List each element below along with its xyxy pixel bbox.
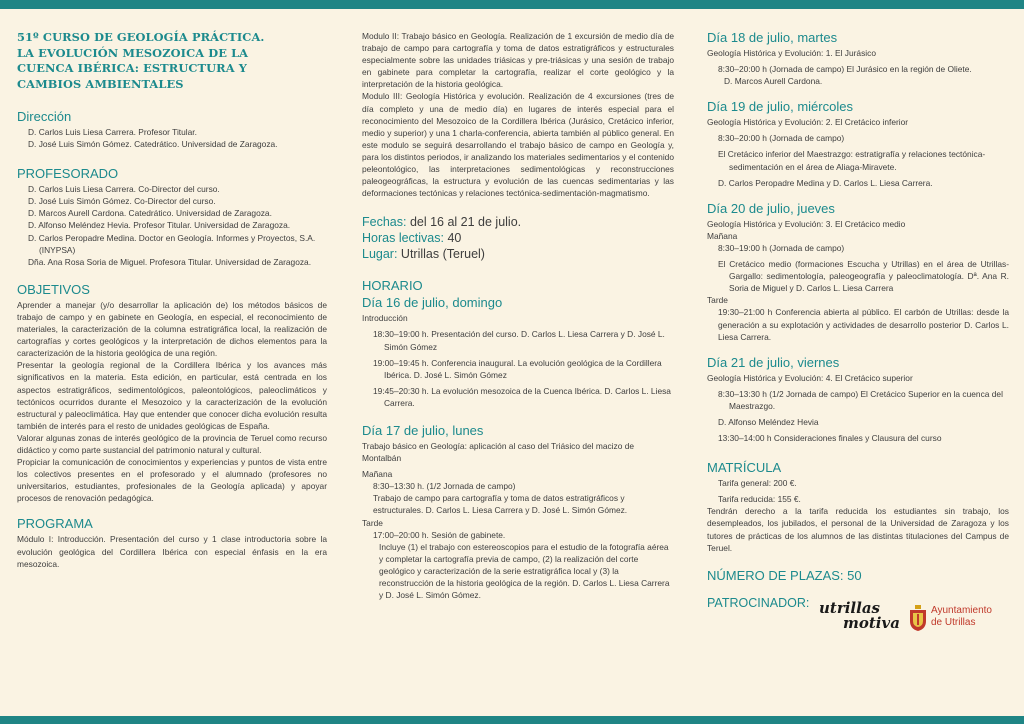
- day20-manana: Mañana: [707, 230, 738, 241]
- programa-heading: PROGRAMA: [17, 516, 93, 532]
- profesorado-item: Dña. Ana Rosa Soria de Miguel. Profesora Titular. Universidad de Zaragoza.: [28, 256, 312, 267]
- ayuntamiento-logo-text: [931, 605, 992, 629]
- fechas-label: Fechas:: [362, 215, 407, 230]
- day20-title: Día 20 de julio, jueves: [707, 200, 835, 216]
- day16-title: Día 16 de julio, domingo: [362, 295, 503, 311]
- day17-tarde: Tarde: [362, 517, 383, 528]
- direccion-item: D. José Luis Simón Gómez. Catedrático. Universidad de Zaragoza.: [28, 139, 278, 150]
- title-line: CUENCA IBÉRICA: ESTRUCTURA Y: [17, 61, 247, 75]
- day17-morning-desc: Trabajo de campo para cartografía y toma de datos estratigráficos y estructurales. D. Carlos L. Liesa Carrera y D. José L. Simón Gómez.: [373, 493, 628, 516]
- fechas-value: del 16 al 21 de julio.: [406, 215, 522, 230]
- day16-item: 19:00–19:45 h. Conferencia inaugural. La evolución geológica de la Cordillera Ibérica. D. José L. Simón Gómez: [373, 357, 662, 380]
- objetivos-paragraph: Presentar la geología regional de la Cordillera Ibérica y los avances más significativos en la materia. Esta edición, en particular, está centrada en los aspectos estratigráficos, sedimentológicos, paleontológicos, paleoclimáticos y tectónicos ocurridos durante el Mesozoico y la caracterización de la evolución estructural y paleoclimática. Hay que entender que conocer dicha evolución resulta también de interés para el resto de unidades geológicas de España.: [17, 360, 327, 431]
- day21-line: 13:30–14:00 h Consideraciones finales y Clausura del curso: [718, 433, 942, 444]
- logo-line: utrillas: [819, 598, 880, 617]
- coat-of-arms-icon: [908, 605, 928, 631]
- day21-subtitle: Geología Histórica y Evolución: 4. El Cretácico superior: [707, 372, 913, 383]
- day21-line: D. Alfonso Meléndez Hevia: [718, 416, 819, 427]
- day16-item: 19:45–20:30 h. La evolución mesozoica de la Cuenca Ibérica. D. Carlos L. Liesa Carrera.: [373, 385, 671, 408]
- profesorado-item: D. Marcos Aurell Cardona. Catedrático. Universidad de Zaragoza.: [28, 208, 272, 219]
- day16-intro: Introducción: [362, 313, 408, 324]
- horas-value: 40: [443, 231, 462, 246]
- ayto-line: Ayuntamiento: [931, 604, 992, 616]
- tarifa-general: Tarifa general: 200 €.: [718, 478, 797, 489]
- objetivos-paragraph: Aprender a manejar (y/o desarrollar la aplicación de) los métodos básicos de trabajo de campo y en gabinete en Geología, en especial, el reconocimiento de materiales, la caracterización de la columna estratigráfica local, la realización de cartografías y cortes geológicos y la interpretación de dichos elementos para la caracterización de la historia geológica de una región.: [17, 299, 327, 359]
- day19-subtitle: Geología Histórica y Evolución: 2. El Cretácico inferior: [707, 117, 909, 128]
- day17-manana: Mañana: [362, 469, 393, 480]
- day18-line: D. Marcos Aurell Cardona.: [724, 76, 823, 87]
- day17-intro: Trabajo básico en Geología: aplicación al caso del Triásico del macizo de Montalbán: [362, 440, 635, 464]
- profesorado-item: D. José Luis Simón Gómez. Co-Director del curso.: [28, 196, 216, 207]
- direccion-item: D. Carlos Luis Liesa Carrera. Profesor Titular.: [28, 127, 197, 137]
- day17-afternoon-desc: Incluye (1) el trabajo con estereoscopios para el estudio de la fotografía aérea y completar la cartografía previa de campo, (2) la realización del corte geológico y caracterización de la serie estratigráfica local y (3) la reconstrucción de la historia geológica de la región. D. Carlos L. Liesa Carrera y D. José L. Simón Gómez.: [379, 541, 670, 601]
- objetivos-heading: OBJETIVOS: [17, 281, 90, 297]
- day18-subtitle: Geología Histórica y Evolución: 1. El Jurásico: [707, 48, 876, 58]
- day17-afternoon-time: 17:00–20:00 h. Sesión de gabinete.: [373, 529, 506, 540]
- matricula-note: Tendrán derecho a la tarifa reducida los estudiantes sin trabajo, los desempleados, los jubilados, el personal de la Universidad de Zaragoza y los tutores de prácticas de los alumnos de las distintas titulaciones del Campus de Teruel.: [707, 506, 1009, 553]
- day20-line: 19:30–21:00 h Conferencia abierta al público. El carbón de Utrillas: desde la generación a su explotación y actividades de desarrollo posterior D. Carlos L. Liesa Carrera.: [718, 307, 1009, 342]
- programa-module-3: Modulo III: Geología Histórica y evolución. Realización de 4 excursiones (tres de día completo y una de medio día) en lugares de interés especial para el reconocimiento del Mesozoico de la Cordillera Ibérica (Jurásico, Cretácico inferior, medio y superior) y una 1 charla-conferencia, abierta también al público general. En este modulo se seguirá desarrollando el trabajo básico de campo en Geología y, para los distintos periodos, ir analizando los materiales sedimentarios y el contenido peleontológico, las interpretaciones sedimentológicas y reconstrucciones paleogeográficas, la estructura y evolución de las cuencas sedimentarias y las deformaciones tectónicas y relaciones tectónica-sedimentación-magmatismo.: [362, 91, 674, 199]
- day18-line: 8:30–20:00 h (Jornada de campo) El Jurásico en la región de Oliete.: [718, 64, 972, 75]
- top-color-bar: [0, 0, 1024, 9]
- day20-line: El Cretácico medio (formaciones Escucha y Utrillas) en el área de Utrillas-Gargallo: sedimentología, paleogeografía y paleoclimatología. Dª. Ana R. Soria de Miguel y D. Carlos L. Liesa Carrera: [718, 259, 1009, 294]
- day17-title: Día 17 de julio, lunes: [362, 422, 484, 438]
- profesorado-item: D. Carlos Luis Liesa Carrera. Co-Director del curso.: [28, 184, 220, 195]
- programa-module-1: Módulo I: Introducción. Presentación del curso y 1 clase introductoria sobre la evolución geológica del Cordillera Ibérica con especial énfasis en la era mesozoica.: [17, 534, 327, 569]
- day19-line: D. Carlos Peropadre Medina y D. Carlos L. Liesa Carrera.: [718, 177, 933, 188]
- horas-line: [362, 231, 674, 245]
- matricula-heading: MATRÍCULA: [707, 460, 782, 476]
- day20-subtitle: Geología Histórica y Evolución: 3. El Cretácico medio: [707, 218, 906, 229]
- day19-line: El Cretácico inferior del Maestrazgo: estratigrafía y relaciones tectónica-sedimentación en el área de Aliaga-Miravete.: [718, 149, 986, 172]
- objetivos-paragraph: Valorar algunas zonas de interés geológico de la provincia de Teruel como recurso didáctico y como parte sustancial del patrimonio natural y cultural.: [17, 432, 327, 455]
- patrocinador-label: PATROCINADOR:: [707, 595, 810, 610]
- tarifa-reducida: Tarifa reducida: 155 €.: [718, 494, 801, 505]
- bottom-color-bar: [0, 716, 1024, 724]
- day19-title: Día 19 de julio, miércoles: [707, 99, 853, 115]
- horario-heading: HORARIO: [362, 278, 423, 294]
- fechas-line: [362, 215, 674, 229]
- day19-line: 8:30–20:00 h (Jornada de campo): [718, 133, 845, 144]
- ayto-line: de Utrillas: [931, 616, 976, 628]
- day21-title: Día 21 de julio, viernes: [707, 354, 840, 370]
- plazas-heading: NÚMERO DE PLAZAS: 50: [707, 567, 862, 583]
- day20-tarde: Tarde: [707, 295, 728, 306]
- programa-module-2: Modulo II: Trabajo básico en Geología. Realización de 1 excursión de medio día de trabajo de campo para cartografía y toma de datos estratigráficos y estructurales especialmente sobre las unidades triásicas y pre-triásicas y una sesión de trabajo en gabinete para completar la cartografía, realizar el corte geológico y la interpretación de la historia geológica.: [362, 31, 674, 90]
- utrillas-motiva-logo: [819, 598, 900, 632]
- logo-line: motiva: [843, 613, 900, 632]
- day17-morning-time: 8:30–13:30 h. (1/2 Jornada de campo): [373, 481, 516, 492]
- column-middle: [362, 30, 674, 601]
- title-line: CAMBIOS AMBIENTALES: [17, 76, 184, 91]
- course-title: [17, 30, 327, 92]
- day21-line: 8:30–13:30 h (1/2 Jornada de campo) El Cretácico Superior en la cuenca del Maestrazgo.: [718, 388, 1003, 411]
- sponsor-block: [707, 593, 1009, 641]
- title-line: LA EVOLUCIÓN MESOZOICA DE LA: [17, 45, 249, 60]
- day20-line: 8:30–19:00 h (Jornada de campo): [718, 242, 845, 253]
- day18-title: Día 18 de julio, martes: [707, 30, 838, 45]
- lugar-label: Lugar:: [362, 247, 398, 262]
- profesorado-item: D. Alfonso Meléndez Hevia. Profesor Titular. Universidad de Zaragoza.: [28, 220, 291, 231]
- lugar-value: Utrillas (Teruel): [397, 247, 485, 262]
- profesorado-heading: PROFESORADO: [17, 166, 119, 182]
- day16-item: 18:30–19:00 h. Presentación del curso. D. Carlos L. Liesa Carrera y D. José L. Simón Gómez: [373, 329, 665, 352]
- horas-label: Horas lectivas:: [362, 231, 444, 246]
- direccion-heading: Dirección: [17, 109, 72, 124]
- column-left: [17, 30, 327, 570]
- profesorado-item: D. Carlos Peropadre Medina. Doctor en Geología. Informes y Proyectos, S.A. (INYPSA): [28, 232, 316, 255]
- title-line: 51º CURSO DE GEOLOGÍA PRÁCTICA.: [17, 30, 265, 44]
- objetivos-paragraph: Propiciar la comunicación de conocimientos y experiencias y puntos de vista entre los colectivos presentes en el profesorado y el alumnado (profesores no universitarios, estudiantes, profesionales de la Geología aplicada) y apoyar procesos de renovación pedagógica.: [17, 457, 327, 504]
- lugar-line: [362, 247, 674, 261]
- column-right: [707, 30, 1009, 641]
